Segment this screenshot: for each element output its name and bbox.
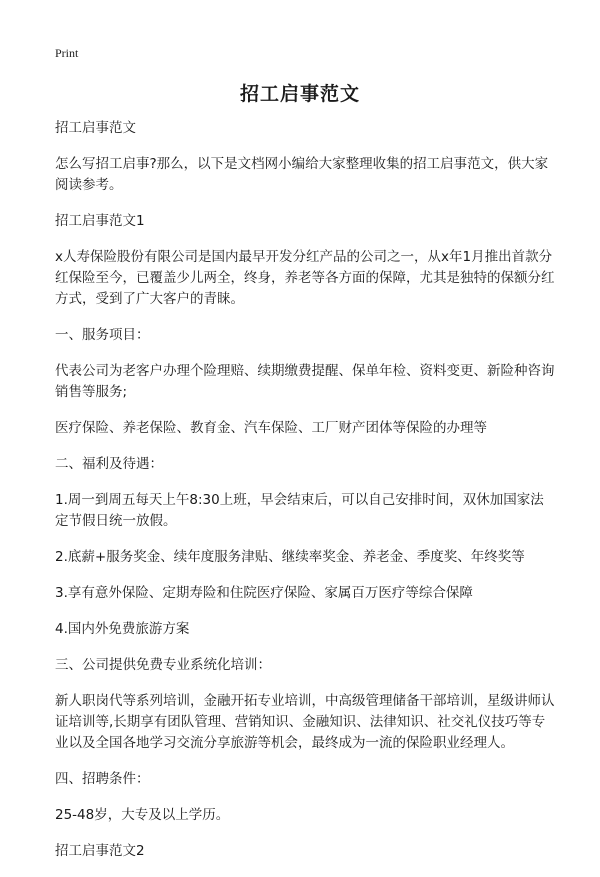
paragraph-requirements: 25-48岁，大专及以上学历。 (55, 807, 230, 823)
paragraph-intro: 怎么写招工启事?那么，以下是文档网小编给大家整理收集的招工启事范文，供大家阅读参考。 (55, 156, 549, 193)
paragraph-section-requirements: 四、招聘条件： (55, 771, 150, 787)
paragraph-company-intro: x人寿保险股份有限公司是国内最早开发分红产品的公司之一，从x年1月推出首款分红保险至今，已覆盖少儿两全，终身，养老等各方面的保障，尤其是独特的保额分红方式，受到了广大客户的青睐。 (55, 249, 555, 307)
paragraph-sample-2-heading: 招工启事范文2 (55, 843, 145, 859)
print-label: Print (55, 46, 79, 60)
paragraph-section-training: 三、公司提供免费专业系统化培训： (55, 657, 271, 673)
document-title: 招工启事范文 (239, 83, 360, 105)
paragraph-benefit-1: 1.周一到周五每天上午8:30上班，早会结束后，可以自己安排时间，双休加国家法定节假日统一放假。 (55, 492, 544, 529)
document-body (55, 118, 555, 877)
paragraph-section-benefits: 二、福利及待遇： (55, 456, 163, 472)
paragraph-services-2: 医疗保险、养老保险、教育金、汽车保险、工厂财产团体等保险的办理等 (55, 420, 487, 436)
paragraph-services-1: 代表公司为老客户办理个险理赔、续期缴费提醒、保单年检、资料变更、新险种咨询销售等服务; (55, 363, 555, 400)
paragraph-sample-1-heading: 招工启事范文1 (55, 213, 145, 229)
paragraph-subtitle: 招工启事范文 (55, 120, 136, 136)
paragraph-benefit-4: 4.国内外免费旅游方案 (55, 621, 190, 637)
paragraph-benefit-2: 2.底薪+服务奖金、续年度服务津贴、继续率奖金、养老金、季度奖、年终奖等 (55, 549, 525, 565)
paragraph-training: 新人职岗代等系列培训，金融开拓专业培训，中高级管理储备干部培训，星级讲师认证培训等,长期享有团队管理、营销知识、金融知识、法律知识、社交礼仪技巧等专业以及全国各地学习交流分享旅游等机会，最终成为一流的保险职业经理人。 (55, 693, 555, 751)
paragraph-benefit-3: 3.享有意外保险、定期寿险和住院医疗保险、家属百万医疗等综合保障 (55, 585, 473, 601)
paragraph-section-services: 一、服务项目： (55, 327, 150, 343)
